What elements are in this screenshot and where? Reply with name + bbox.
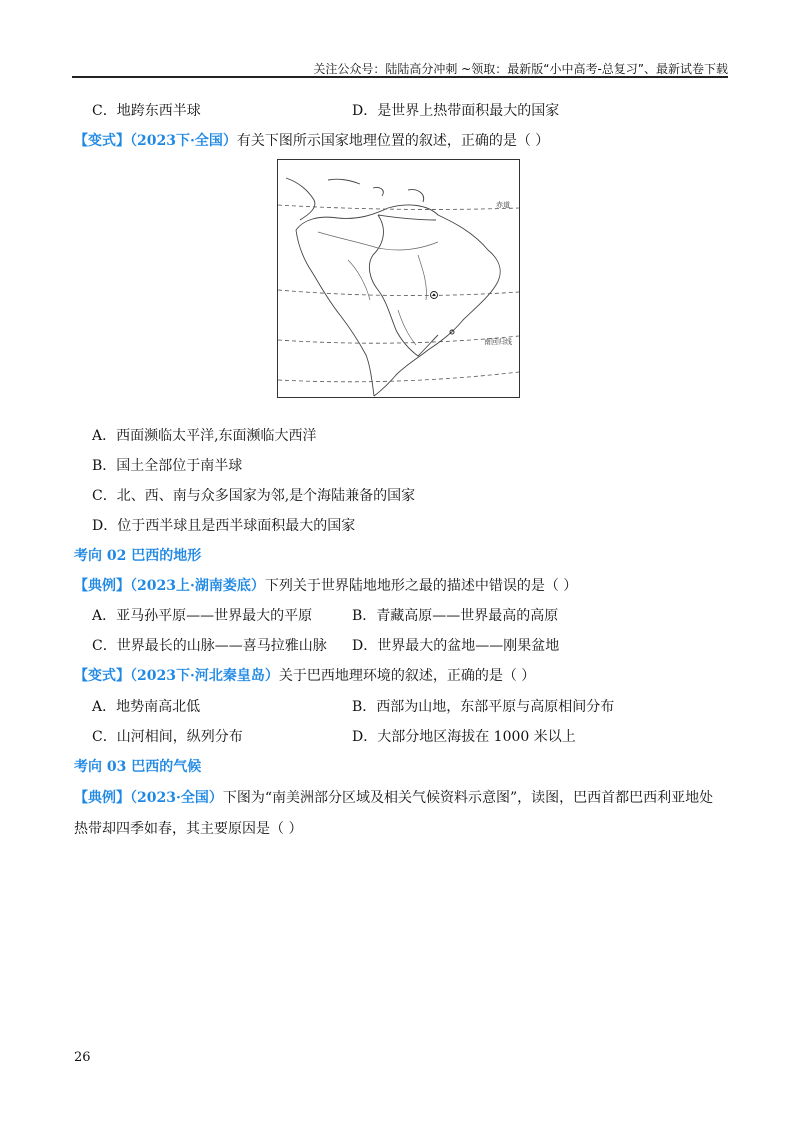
page-number: 26 [74, 1050, 91, 1065]
question-text-line-2: 热带却四季如春，其主要原因是（ ） [74, 821, 303, 837]
question-text: 关于巴西地理环境的叙述，正确的是（ ） [278, 668, 536, 684]
q1-option-a: A．西面濒临太平洋,东面濒临大西洋 [92, 428, 317, 444]
q3-option-c: C．山河相间，纵列分布 [92, 729, 243, 745]
q2-option-a: A．亚马孙平原——世界最大的平原 [92, 608, 313, 624]
section-heading-3: 考向 03 巴西的气候 [74, 759, 202, 775]
header-rule [72, 76, 728, 78]
question-source: （2023下·全国） [130, 133, 237, 149]
q3-option-d: D．大部分地区海拔在 1000 米以上 [352, 729, 576, 745]
q2-option-d: D．世界最大的盆地——刚果盆地 [352, 638, 560, 654]
question-1 [74, 130, 549, 150]
question-tag: 【变式】 [74, 133, 130, 149]
question-4 [74, 787, 713, 807]
q3-option-b: B．西部为山地，东部平原与高原相间分布 [352, 699, 615, 715]
q1-option-d: D．位于西半球且是西半球面积最大的国家 [92, 518, 356, 534]
question-tag: 【典例】 [74, 790, 130, 806]
question-text: 有关下图所示国家地理位置的叙述，正确的是（ ） [236, 133, 550, 149]
section-heading-2: 考向 02 巴西的地形 [74, 548, 202, 564]
equator-label: 赤道 [496, 201, 510, 209]
option-c: C．地跨东西半球 [92, 103, 201, 119]
page-header: 关注公众号：陆陆高分冲刺 ~领取：最新版“小中高考-总复习”、最新试卷下载 [313, 62, 728, 76]
question-tag: 【典例】 [74, 578, 130, 594]
tropic-label: 南回归线 [484, 338, 512, 346]
question-2 [74, 575, 577, 595]
question-text: 下列关于世界陆地地形之最的描述中错误的是（ ） [264, 578, 578, 594]
q2-option-c: C．世界最长的山脉——喜马拉雅山脉 [92, 638, 327, 654]
q2-option-b: B．青藏高原——世界最高的高原 [352, 608, 559, 624]
question-3 [74, 665, 535, 685]
question-source: （2023下·河北秦皇岛） [130, 668, 279, 684]
south-america-map [277, 159, 520, 398]
q3-option-a: A．地势南高北低 [92, 699, 201, 715]
q1-option-b: B．国土全部位于南半球 [92, 458, 243, 474]
map-drawing [278, 160, 519, 397]
option-d: D．是世界上热带面积最大的国家 [352, 103, 560, 119]
question-text-line-1: 下图为“南美洲部分区域及相关气候资料示意图”，读图，巴西首都巴西利亚地处 [222, 790, 714, 806]
question-tag: 【变式】 [74, 668, 130, 684]
question-source: （2023上·湖南娄底） [130, 578, 265, 594]
question-source: （2023·全国） [130, 790, 223, 806]
q1-option-c: C．北、西、南与众多国家为邻,是个海陆兼备的国家 [92, 488, 416, 504]
